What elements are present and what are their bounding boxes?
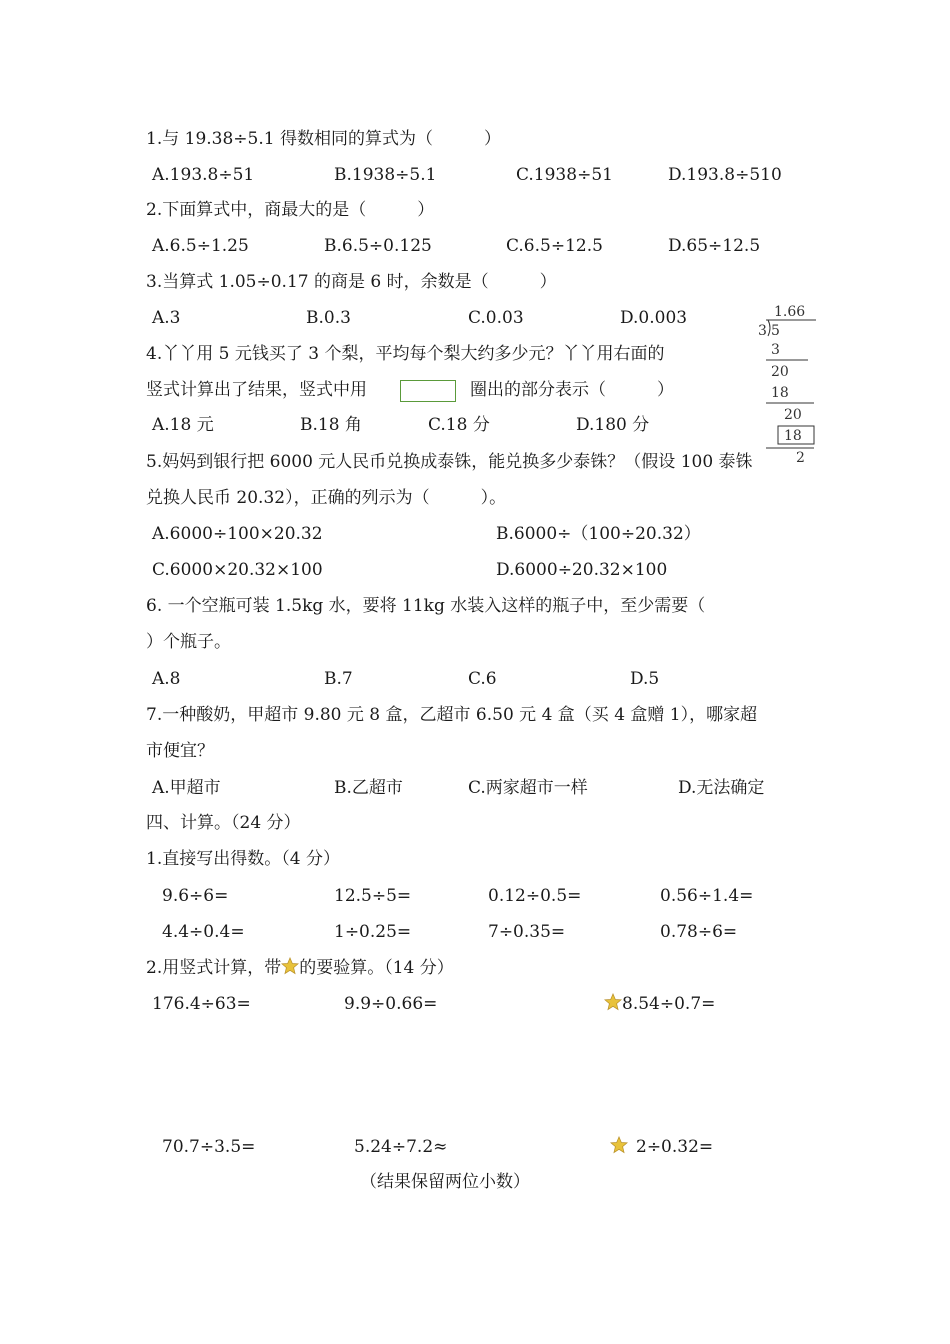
division-quotient: 1.66 [774,304,806,320]
q5-stem-line1: 5.妈妈到银行把 6000 元人民币兑换成泰铢，能兑换多少泰铢？（假设 100 泰铢 [146,452,753,472]
q4-stem-line2b: 圈出的部分表示（ ） [470,380,674,400]
part2-title [146,957,454,979]
q4-option-d: D.180 分 [576,415,650,435]
vertical-calc-3-text: 8.54÷0.7= [622,994,716,1014]
q3-option-d: D.0.003 [620,308,688,328]
q1-option-b: B.1938÷5.1 [334,165,437,185]
q5-stem-line2: 兑换人民币 20.32），正确的列示为（ ）。 [146,488,507,508]
mental-calc-4: 0.56÷1.4= [660,886,754,906]
q1-option-a: A.193.8÷51 [152,165,255,185]
q7-option-c: C.两家超市一样 [468,778,588,798]
long-division-figure [758,302,818,467]
q6-option-b: B.7 [324,669,353,689]
mental-calc-7: 7÷0.35= [488,922,566,942]
division-step-2: 20 [771,364,789,380]
q3-option-b: B.0.3 [306,308,351,328]
vertical-calc-4: 70.7÷3.5= [162,1137,256,1157]
vertical-calc-6-text: 2÷0.32= [636,1137,714,1157]
mental-calc-1: 9.6÷6= [162,886,229,906]
q6-option-a: A.8 [152,669,181,689]
division-remainder: 2 [796,450,805,466]
division-step-1: 3 [771,342,780,358]
q5-option-b: B.6000÷（100÷20.32） [496,524,701,544]
rounding-note: （结果保留两位小数） [360,1172,530,1192]
section4-title: 四、计算。（24 分） [146,813,301,833]
q1-option-c: C.1938÷51 [516,165,613,185]
q3-stem: 3.当算式 1.05÷0.17 的商是 6 时，余数是（ ） [146,272,557,292]
q2-option-d: D.65÷12.5 [668,236,761,256]
mental-calc-5: 4.4÷0.4= [162,922,245,942]
q2-option-a: A.6.5÷1.25 [152,236,249,256]
mental-calc-8: 0.78÷6= [660,922,738,942]
q7-option-d: D.无法确定 [678,778,765,798]
q6-option-c: C.6 [468,669,497,689]
part2-title-a: 2.用竖式计算，带 [146,958,282,978]
vertical-calc-6 [610,1136,713,1158]
star-icon [281,957,299,975]
division-step-4: 20 [784,407,802,423]
q4-option-a: A.18 元 [152,415,214,435]
q5-option-d: D.6000÷20.32×100 [496,560,668,580]
q4-option-b: B.18 角 [300,415,362,435]
division-divisor: 3 [758,323,767,339]
q3-option-c: C.0.03 [468,308,524,328]
star-icon [604,993,622,1011]
q4-option-c: C.18 分 [428,415,490,435]
part2-title-b: 的要验算。（14 分） [299,958,454,978]
q2-stem: 2.下面算式中，商最大的是（ ） [146,200,435,220]
mental-calc-3: 0.12÷0.5= [488,886,582,906]
vertical-calc-5: 5.24÷7.2≈ [354,1137,448,1157]
q2-option-c: C.6.5÷12.5 [506,236,603,256]
star-icon [610,1136,628,1154]
division-step-5: 18 [784,428,802,444]
q7-option-a: A.甲超市 [152,778,221,798]
q4-stem-line1: 4.丫丫用 5 元钱买了 3 个梨，平均每个梨大约多少元？丫丫用右面的 [146,344,665,364]
division-dividend: 5 [771,323,780,339]
q6-stem-line2: ）个瓶子。 [146,632,231,652]
q7-stem-line1: 7.一种酸奶，甲超市 9.80 元 8 盒，乙超市 6.50 元 4 盒（买 4 盒赠 1），哪家超 [146,705,758,725]
q1-option-d: D.193.8÷510 [668,165,782,185]
q6-option-d: D.5 [630,669,660,689]
q6-stem-line1: 6. 一个空瓶可装 1.5kg 水，要将 11kg 水装入这样的瓶子中，至少需要（ [146,596,706,616]
q5-option-c: C.6000×20.32×100 [152,560,323,580]
vertical-calc-1: 176.4÷63= [152,994,251,1014]
q3-option-a: A.3 [152,308,181,328]
part1-title: 1.直接写出得数。（4 分） [146,849,340,869]
q5-option-a: A.6000÷100×20.32 [152,524,323,544]
q2-option-b: B.6.5÷0.125 [324,236,432,256]
q4-stem-line2a: 竖式计算出了结果，竖式中用 [146,380,367,400]
mental-calc-6: 1÷0.25= [334,922,412,942]
q7-stem-line2: 市便宜？ [146,741,214,761]
q7-option-b: B.乙超市 [334,778,403,798]
mental-calc-2: 12.5÷5= [334,886,412,906]
division-step-3: 18 [771,385,789,401]
q1-stem: 1.与 19.38÷5.1 得数相同的算式为（ ） [146,129,501,149]
highlight-box-sample [400,380,456,402]
vertical-calc-2: 9.9÷0.66= [344,994,438,1014]
vertical-calc-3 [604,993,715,1015]
